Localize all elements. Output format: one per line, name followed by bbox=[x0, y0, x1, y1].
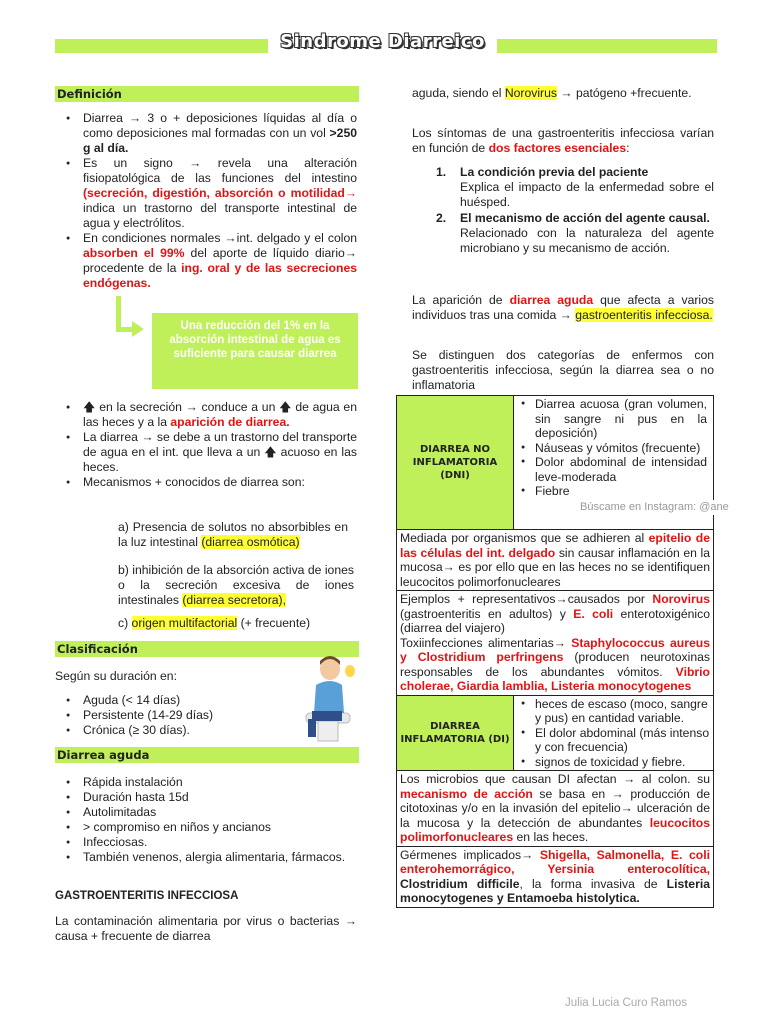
dni-label: DIARREA NO INFLAMATORIA (DNI) bbox=[397, 396, 514, 530]
factor-item: 1. La condición previa del paciente Explica el impacto de la enfermedad sobre el huésped. bbox=[436, 165, 714, 209]
right-p2: Los síntomas de una gastroenteritis infecciosa varían en función de dos factores esenciales: bbox=[412, 126, 714, 155]
table-row bbox=[397, 591, 714, 696]
right-p1: aguda, siendo el Norovirus → patógeno +frecuente. bbox=[412, 86, 692, 100]
clasificacion-heading: Clasificación bbox=[55, 641, 359, 657]
aguda-item: ● Duración hasta 15d bbox=[55, 790, 357, 805]
arrow-corner-icon bbox=[116, 296, 132, 332]
mechanism-c: c) origen multifactorial (+ frecuente) bbox=[118, 616, 311, 630]
right-p4: Se distinguen dos categorías de enfermos con gastroenteritis infecciosa, según la diarrea sea o no inflamatoria bbox=[412, 348, 714, 392]
definicion-item: ● La diarrea → se debe a un trastorno del transporte de agua en el int. que lleva a un 🡅 acuoso en las heces. bbox=[55, 430, 357, 475]
definicion-item: ● Es un signo → revela una alteración fisiopatológica de las funciones del intestino (secreción, digestión, absorción o motilidad→ indica un trastorno del transporte intestinal de agua y electrólitos. bbox=[55, 156, 357, 231]
list-item: ● El dolor abdominal (más intenso y con frecuencia) bbox=[517, 726, 710, 755]
di-germs: Gérmenes implicados→ Shigella, Salmonella, E. coli enterohemorrágico, Yersinia enterocolítica, Clostridium difficile, la forma invasiva de Listeria monocytogenes y Entamoeba histolytica. bbox=[397, 846, 714, 907]
clasificacion-list bbox=[55, 693, 295, 738]
gastro-title: GASTROENTERITIS INFECCIOSA bbox=[55, 890, 239, 902]
aguda-item: ● Autolimitadas bbox=[55, 805, 357, 820]
table-row bbox=[397, 771, 714, 847]
definicion-list bbox=[55, 111, 357, 291]
clasificacion-item: ● Persistente (14-29 días) bbox=[55, 708, 295, 723]
table-row bbox=[397, 846, 714, 907]
callout-box: Una reducción del 1% en la absorción intestinal de agua es suficiente para causar diarrea bbox=[152, 313, 358, 389]
table-row bbox=[397, 695, 714, 771]
list-item: ● Diarrea acuosa (gran volumen, sin sangre ni pus en la deposición) bbox=[517, 397, 707, 441]
footer-author: Julia Lucia Curo Ramos bbox=[565, 997, 688, 1009]
factor-item: 2. El mecanismo de acción del agente causal. Relacionado con la naturaleza del agente microbiano y su mecanismo de acción. bbox=[436, 211, 714, 255]
clasificacion-intro: Según su duración en: bbox=[55, 669, 177, 683]
definicion-item: ● Mecanismos + conocidos de diarrea son: bbox=[55, 475, 357, 490]
list-item: ● Fiebre bbox=[517, 484, 707, 499]
dni-examples: Ejemplos + representativos→causados por Norovirus (gastroenteritis en adultos) y E. coli enterotoxigénico (diarrea del viajero) Toxiinfecciones alimentarias→ Staphylococcus aureus y Clostridium perfringens (producen neurotoxinas responsables de los abundantes vómitos. Vibrio cholerae, Giardia lamblia, Listeria monocytogenes bbox=[397, 591, 714, 696]
list-item: ● Náuseas y vómitos (frecuente) bbox=[517, 441, 707, 456]
diarrhea-table bbox=[396, 395, 714, 908]
right-p3: La aparición de diarrea aguda que afecta a varios individuos tras una comida → gastroenteritis infecciosa. bbox=[412, 293, 714, 322]
aguda-item: ● Infecciosas. bbox=[55, 835, 357, 850]
title-bar-left bbox=[55, 39, 268, 53]
toilet-person-icon bbox=[298, 655, 358, 743]
title-bar-right bbox=[497, 39, 717, 53]
definicion-heading: Definición bbox=[55, 86, 359, 102]
aguda-item: ● También venenos, alergia alimentaria, fármacos. bbox=[55, 850, 357, 865]
table-row bbox=[397, 530, 714, 591]
aguda-item: ● > compromiso en niños y ancianos bbox=[55, 820, 357, 835]
arrow-right-icon bbox=[132, 321, 144, 337]
definicion-item: ● 🡅 en la secreción → conduce a un 🡅 de agua en las heces y a la aparición de diarrea. bbox=[55, 400, 357, 430]
aguda-list bbox=[55, 775, 357, 865]
di-label: DIARREA INFLAMATORIA (DI) bbox=[397, 695, 514, 771]
list-item: ● heces de escaso (moco, sangre y pus) en cantidad variable. bbox=[517, 697, 710, 726]
aguda-heading: Diarrea aguda bbox=[55, 747, 359, 763]
definicion-item: ● Diarrea → 3 o + deposiciones líquidas al día o como deposiciones mal formadas con un vol >250 g al día. bbox=[55, 111, 357, 156]
list-item: ● signos de toxicidad y fiebre. bbox=[517, 755, 710, 770]
di-mechanism: Los microbios que causan DI afectan → al colon. su mecanismo de acción se basa en → producción de citotoxinas y/o en la invasión del epitelio→ ulceración de la mucosa y la detección de abundantes leucocitos polimorfonucleares en las heces. bbox=[397, 771, 714, 847]
di-symptoms bbox=[514, 695, 714, 771]
list-item: ● Dolor abdominal de intensidad leve-moderada bbox=[517, 455, 707, 484]
mechanism-a: a) Presencia de solutos no absorbibles en la luz intestinal (diarrea osmótica) bbox=[118, 520, 348, 549]
watermark: Búscame en Instagram: @ane bbox=[580, 501, 729, 513]
aguda-item: ● Rápida instalación bbox=[55, 775, 357, 790]
dni-mechanism: Mediada por organismos que se adhieren al epitelio de las células del int. delgado sin causar inflamación en la mucosa→ es por ello que en las heces no se identifiquen leucocitos polimorfonucleares bbox=[397, 530, 714, 591]
clasificacion-item: ● Crónica (≥ 30 días). bbox=[55, 723, 295, 738]
page-title: Sindrome Diarreico bbox=[280, 31, 485, 52]
gastro-text: La contaminación alimentaria por virus o bacterias → causa + frecuente de diarrea bbox=[55, 914, 357, 943]
definicion-item: ● En condiciones normales →int. delgado y el colon absorben el 99% del aporte de líquido diario→ procedente de la ing. oral y de las secreciones endógenas. bbox=[55, 231, 357, 291]
factors-list bbox=[412, 165, 714, 256]
clasificacion-item: ● Aguda (< 14 días) bbox=[55, 693, 295, 708]
definicion-list-2 bbox=[55, 400, 357, 490]
mechanism-b: b) inhibición de la absorción activa de iones o la secreción excesiva de iones intestinales (diarrea secretora), bbox=[118, 563, 354, 607]
